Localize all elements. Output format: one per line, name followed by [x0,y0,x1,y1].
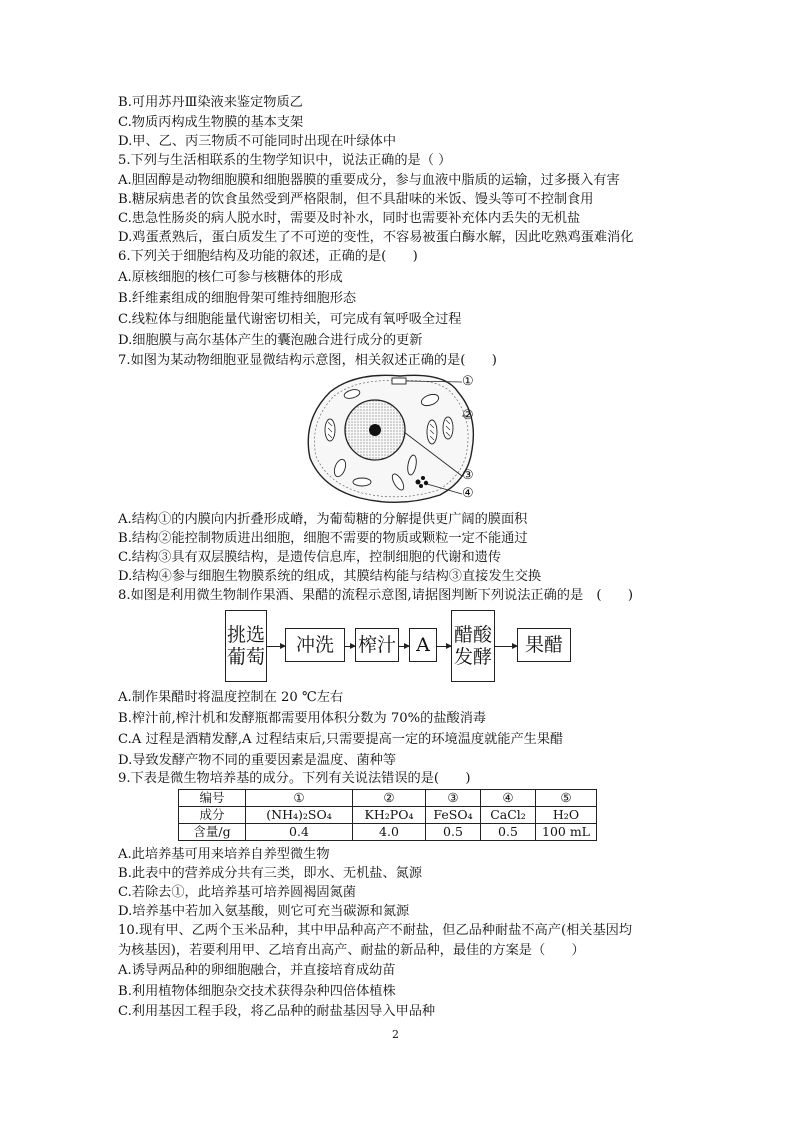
option-line: A.胆固醇是动物细胞膜和细胞器膜的重要成分，参与血液中脂质的运输，过多摄入有害 [118,173,620,188]
option-line: C.A 过程是酒精发酵,A 过程结束后,只需要提高一定的环境温度就能产生果醋 [118,732,564,747]
option-line: C.结构③具有双层膜结构，是遗传信息库，控制细胞的代谢和遗传 [118,550,502,565]
animal-cell-diagram [300,370,490,505]
text-line: B.可用苏丹Ⅲ染液来鉴定物质乙 [118,95,303,110]
table-row: 编号 ① ② ③ ④ ⑤ [179,790,597,807]
step-acetic-fermentation: 醋酸 发酵 [451,610,495,682]
option-line: D.细胞膜与高尔基体产生的囊泡融合进行成分的更新 [118,333,423,348]
option-line: A.诱导两品种的卵细胞融合，并直接培育成幼苗 [118,963,396,978]
option-line: B.结构②能控制物质进出细胞，细胞不需要的物质或颗粒一定不能通过 [118,531,528,546]
arrow-icon [437,646,451,647]
label-1: ① [462,374,474,389]
question-6-stem: 6.下列关于细胞结构及功能的叙述，正确的是( ) [118,249,418,264]
question-7-stem: 7.如图为某动物细胞亚显微结构示意图，相关叙述正确的是( ) [118,353,497,368]
question-8-stem: 8.如图是利用微生物制作果酒、果醋的流程示意图,请据图判断下列说法正确的是 ( ) [118,588,633,603]
option-line: A.此培养基可用来培养自养型微生物 [118,847,330,862]
option-line: B.此表中的营养成分共有三类，即水、无机盐、氮源 [118,866,423,881]
text-line: C.物质丙构成生物膜的基本支架 [118,115,304,130]
option-line: A.结构①的内膜向内折叠形成嵴，为葡萄糖的分解提供更广阔的膜面积 [118,512,528,527]
option-line: B.利用植物体细胞杂交技术获得杂种四倍体植株 [118,984,396,999]
option-line: B.榨汁前,榨汁机和发酵瓶都需要用体积分数为 70%的盐酸消毒 [118,711,487,726]
step-rinse: 冲洗 [285,628,345,662]
option-line: C.患急性肠炎的病人脱水时，需要及时补水，同时也需要补充体内丢失的无机盐 [118,211,581,226]
label-3: ③ [462,468,474,483]
option-line: B.纤维素组成的细胞骨架可维持细胞形态 [118,291,357,306]
option-line: C.若除去①，此培养基可培养圆褐固氮菌 [118,885,356,900]
step-juicing: 榨汁 [355,628,399,662]
option-line: A.原核细胞的核仁可参与核糖体的形成 [118,270,343,285]
nucleolus [369,424,381,436]
option-line: D.培养基中若加入氨基酸，则它可充当碳源和氮源 [118,904,410,919]
option-line: C.线粒体与细胞能量代谢密切相关，可完成有氧呼吸全过程 [118,312,462,327]
fermentation-flowchart [225,610,575,682]
label-2: ② [462,408,474,423]
medium-composition-table [178,789,597,841]
text-line: D.甲、乙、丙三物质不可能同时出现在叶绿体中 [118,134,397,149]
option-line: B.糖尿病患者的饮食虽然受到严格限制，但不具甜味的米饭、馒头等可不控制食用 [118,192,594,207]
table-row: 含量/g 0.4 4.0 0.5 0.5 100 mL [179,824,597,841]
step-select-grapes: 挑选 葡萄 [225,610,267,682]
label-4: ④ [462,486,474,501]
arrow-icon [399,646,409,647]
option-line: D.结构④参与细胞生物膜系统的组成，其膜结构能与结构③直接发生交换 [118,569,542,584]
arrow-icon [267,646,285,647]
cell-illustration [300,370,490,505]
table-row: 成分 (NH₄)₂SO₄ KH₂PO₄ FeSO₄ CaCl₂ H₂O [179,807,597,824]
option-line: D.鸡蛋煮熟后，蛋白质发生了不可逆的变性，不容易被蛋白酶水解，因此吃熟鸡蛋难消化 [118,230,634,245]
option-line: A.制作果醋时将温度控制在 20 ℃左右 [118,690,344,705]
option-line: D.导致发酵产物不同的重要因素是温度、菌种等 [118,753,397,768]
question-10-stem: 10.现有甲、乙两个玉米品种，其中甲品种高产不耐盐，但乙品种耐盐不高产(相关基因均 [118,923,633,938]
arrow-icon [345,646,355,647]
text-line: 为核基因)，若要利用甲、乙培育出高产、耐盐的新品种，最佳的方案是（ ） [118,943,585,958]
organelle-1 [392,378,406,384]
question-5-stem: 5.下列与生活相联系的生物学知识中，说法正确的是（ ） [118,153,452,168]
step-vinegar: 果醋 [517,628,571,662]
arrow-icon [495,646,517,647]
page-number: 2 [392,1028,399,1041]
option-line: C.利用基因工程手段，将乙品种的耐盐基因导入甲品种 [118,1004,436,1019]
step-a: A [409,628,437,662]
question-9-stem: 9.下表是微生物培养基的成分。下列有关说法错误的是( ) [118,771,471,786]
